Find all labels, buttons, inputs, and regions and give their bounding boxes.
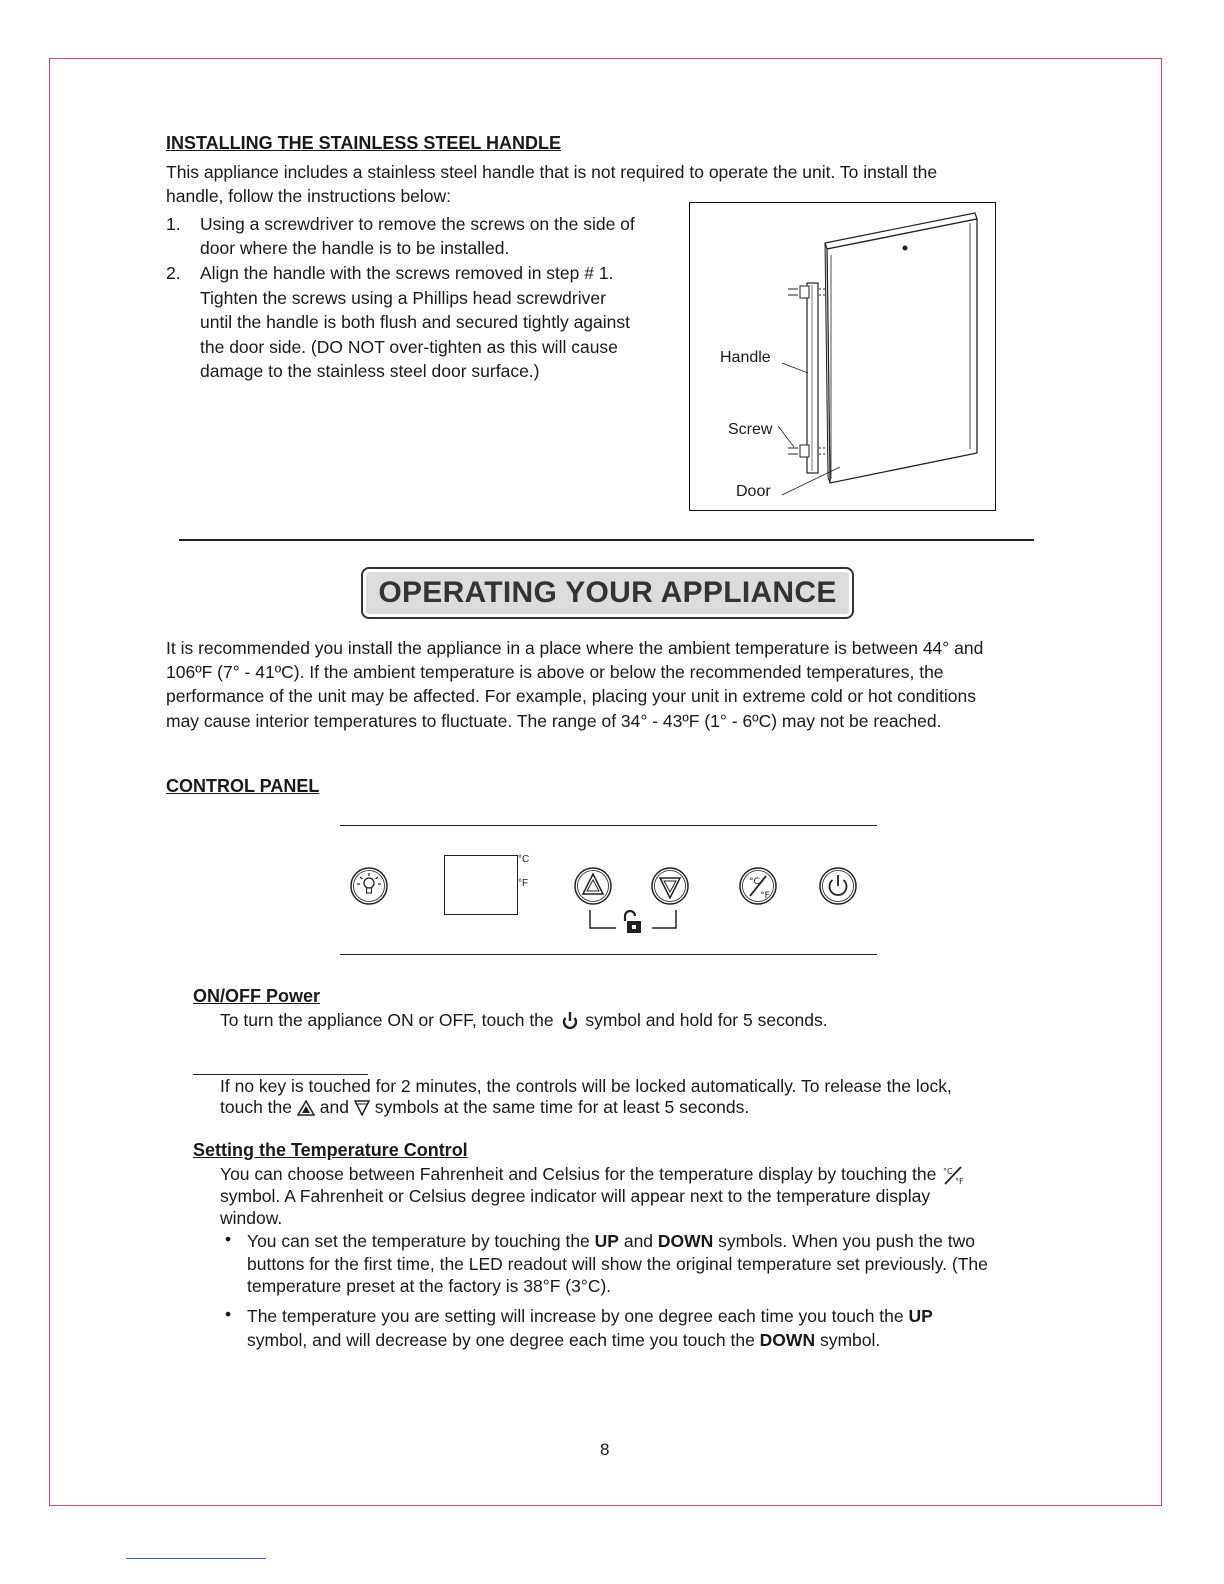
temperature-line1 xyxy=(220,1162,967,1187)
svg-text:°C: °C xyxy=(749,877,760,887)
lock-line2 xyxy=(220,1095,749,1120)
lock-bracket xyxy=(586,906,682,936)
text: The temperature you are setting will increase by one degree each time you touch the xyxy=(247,1306,909,1326)
step-line: door where the handle is to be installed. xyxy=(200,238,510,258)
up-word: UP xyxy=(594,1231,619,1251)
light-icon[interactable] xyxy=(348,865,390,907)
unit-toggle-symbol-icon xyxy=(941,1164,967,1186)
panel-bottom-rule xyxy=(340,954,877,955)
svg-text:°C: °C xyxy=(943,1167,953,1177)
up-arrow-icon[interactable] xyxy=(572,865,614,907)
bullet-dot: • xyxy=(225,1304,232,1324)
power-icon[interactable] xyxy=(817,865,859,907)
lock-icon xyxy=(625,911,641,933)
control-panel-diagram xyxy=(340,840,880,940)
temperature-heading: Setting the Temperature Control xyxy=(193,1140,468,1160)
ambient-line: 106ºF (7° - 41ºC). If the ambient temperature is above or below the recommended temperatures, the xyxy=(166,662,944,682)
temperature-line2: symbol. A Fahrenheit or Celsius degree indicator will appear next to the temperature display xyxy=(220,1186,931,1206)
bullet1-line2: buttons for the first time, the LED readout will show the original temperature set previously. (The xyxy=(247,1254,988,1274)
page-number: 8 xyxy=(600,1440,610,1459)
step-line: Using a screwdriver to remove the screws on the side of xyxy=(200,214,635,234)
ambient-line: It is recommended you install the appliance in a place where the ambient temperature is between 44° and xyxy=(166,638,984,658)
power-symbol-icon xyxy=(559,1010,581,1032)
up-word: UP xyxy=(908,1306,933,1326)
text: and xyxy=(618,1231,658,1251)
unit-toggle-icon[interactable] xyxy=(737,865,779,907)
svg-text:°F: °F xyxy=(760,891,770,901)
footer-link-line xyxy=(126,1558,266,1559)
lock-text: touch the xyxy=(220,1097,292,1117)
step-line: until the handle is both flush and secured tightly against xyxy=(200,312,631,332)
handle-intro-line2: handle, follow the instructions below: xyxy=(166,186,452,206)
bullet1-line1 xyxy=(247,1229,975,1254)
text: You can set the temperature by touching the xyxy=(247,1231,595,1251)
step-line: Tighten the screws using a Phillips head screwdriver xyxy=(200,288,606,308)
panel-top-rule xyxy=(340,825,877,826)
text: symbol. xyxy=(815,1330,881,1350)
step-line: the door side. (DO NOT over-tighten as this will cause xyxy=(200,337,618,357)
banner-title: OPERATING YOUR APPLIANCE xyxy=(378,576,837,609)
handle-intro-line1: This appliance includes a stainless steel handle that is not required to operate the unit. To install the xyxy=(166,162,938,182)
ambient-line: performance of the unit may be affected. For example, placing your unit in extreme cold or hot conditions xyxy=(166,686,976,706)
svg-text:°F: °F xyxy=(955,1177,964,1187)
step-line: damage to the stainless steel door surface.) xyxy=(200,361,540,381)
ambient-line: may cause interior temperatures to fluctuate. The range of 34° - 43ºF (1° - 6ºC) may not be reached. xyxy=(166,711,942,731)
handle-label: Handle xyxy=(720,349,771,366)
celsius-indicator: °C xyxy=(518,854,530,865)
bullet-dot: • xyxy=(225,1229,232,1249)
control-panel-heading: CONTROL PANEL xyxy=(166,776,320,796)
operating-banner xyxy=(361,567,854,619)
bullet2-line2 xyxy=(247,1328,880,1353)
temperature-line3: window. xyxy=(220,1208,283,1228)
down-word: DOWN xyxy=(759,1330,816,1350)
down-word: DOWN xyxy=(657,1231,714,1251)
step-number: 2. xyxy=(166,263,181,283)
power-instruction xyxy=(220,1008,828,1033)
power-text-before: To turn the appliance ON or OFF, touch the xyxy=(220,1010,554,1030)
text: symbol, and will decrease by one degree each time you touch the xyxy=(247,1330,760,1350)
text: symbols. When you push the two xyxy=(713,1231,975,1251)
step-number: 1. xyxy=(166,214,181,234)
fahrenheit-indicator: °F xyxy=(518,878,529,889)
bullet1-line3: temperature preset at the factory is 38°F (3°C). xyxy=(247,1276,612,1296)
temperature-display xyxy=(444,855,518,915)
screw-label: Screw xyxy=(728,421,773,438)
up-triangle-icon xyxy=(297,1100,315,1116)
temperature-text: You can choose between Fahrenheit and Celsius for the temperature display by touching the xyxy=(220,1164,937,1184)
step-line: Align the handle with the screws removed in step # 1. xyxy=(200,263,614,283)
lock-text: and xyxy=(319,1097,349,1117)
handle-section-heading: INSTALLING THE STAINLESS STEEL HANDLE xyxy=(166,133,562,153)
section-divider xyxy=(179,539,1034,541)
down-arrow-icon[interactable] xyxy=(649,865,691,907)
down-triangle-icon xyxy=(354,1100,370,1116)
lock-text: symbols at the same time for at least 5 seconds. xyxy=(374,1097,750,1117)
bullet2-line1 xyxy=(247,1304,933,1329)
lock-line1: If no key is touched for 2 minutes, the controls will be locked automatically. To release the lock, xyxy=(220,1076,952,1096)
handle-installation-figure xyxy=(689,202,996,511)
power-text-after: symbol and hold for 5 seconds. xyxy=(585,1010,828,1030)
power-heading: ON/OFF Power xyxy=(193,986,321,1006)
door-label: Door xyxy=(736,483,771,500)
